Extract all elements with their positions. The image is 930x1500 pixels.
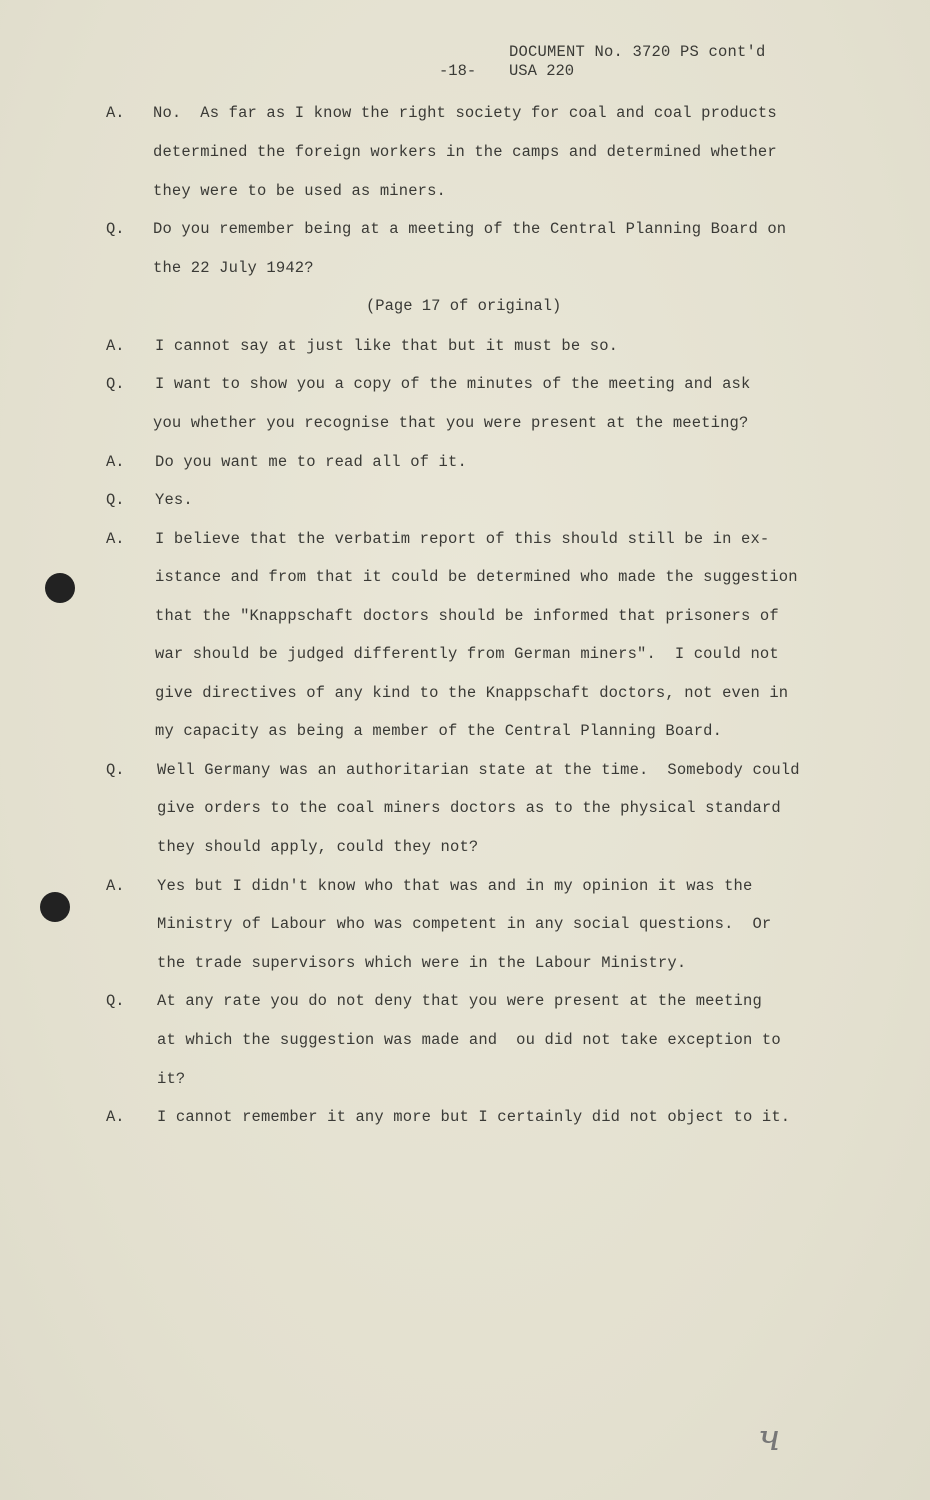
transcript-line: at which the suggestion was made and ou did not take exception to — [157, 1031, 781, 1049]
transcript-line: At any rate you do not deny that you were present at the meeting — [157, 992, 762, 1010]
speaker-marker: A. — [106, 104, 125, 122]
transcript-line: my capacity as being a member of the Central Planning Board. — [155, 722, 723, 740]
punch-hole-bottom — [40, 892, 70, 922]
speaker-marker: Q. — [106, 220, 125, 238]
transcript-line: Yes. — [155, 491, 193, 509]
transcript-line: Well Germany was an authoritarian state at the time. Somebody could — [157, 761, 800, 779]
transcript-line: give orders to the coal miners doctors as to the physical standard — [157, 799, 781, 817]
transcript-line: I believe that the verbatim report of this should still be in ex- — [155, 530, 770, 548]
transcript-line: Do you remember being at a meeting of the Central Planning Board on — [153, 220, 787, 238]
page-note: (Page 17 of original) — [366, 297, 562, 315]
transcript-line: they were to be used as miners. — [153, 182, 446, 200]
transcript-line: the trade supervisors which were in the Labour Ministry. — [157, 954, 687, 972]
transcript-line: Do you want me to read all of it. — [155, 453, 467, 471]
transcript-line: determined the foreign workers in the camps and determined whether — [153, 143, 777, 161]
transcript-line: you whether you recognise that you were present at the meeting? — [153, 414, 749, 432]
transcript-line: I want to show you a copy of the minutes of the meeting and ask — [155, 375, 751, 393]
page-header — [0, 0, 930, 90]
transcript-line: that the "Knappschaft doctors should be informed that prisoners of — [155, 607, 779, 625]
speaker-marker: Q. — [106, 491, 125, 509]
transcript-line: war should be judged differently from German miners". I could not — [155, 645, 779, 663]
speaker-marker: A. — [106, 877, 125, 895]
speaker-marker: A. — [106, 530, 125, 548]
transcript-line: they should apply, could they not? — [157, 838, 479, 856]
transcript-line: I cannot say at just like that but it must be so. — [155, 337, 619, 355]
page-number: -18- — [439, 62, 477, 80]
transcript-line: give directives of any kind to the Knappschaft doctors, not even in — [155, 684, 789, 702]
transcript-line: istance and from that it could be determined who made the suggestion — [155, 568, 798, 586]
punch-hole-top — [45, 573, 75, 603]
transcript-line: Ministry of Labour who was competent in any social questions. Or — [157, 915, 772, 933]
document-number: DOCUMENT No. 3720 PS cont'd — [509, 43, 766, 61]
speaker-marker: A. — [106, 453, 125, 471]
speaker-marker: Q. — [106, 375, 125, 393]
speaker-marker: Q. — [106, 992, 125, 1010]
handwritten-mark: ч — [758, 1418, 781, 1459]
transcript-line: I cannot remember it any more but I certainly did not object to it. — [157, 1108, 791, 1126]
speaker-marker: A. — [106, 1108, 125, 1126]
speaker-marker: A. — [106, 337, 125, 355]
transcript-line: No. As far as I know the right society for coal and coal products — [153, 104, 777, 122]
speaker-marker: Q. — [106, 761, 125, 779]
exhibit-number: USA 220 — [509, 62, 575, 80]
transcript-line: Yes but I didn't know who that was and in my opinion it was the — [157, 877, 753, 895]
transcript-line: the 22 July 1942? — [153, 259, 314, 277]
transcript-line: it? — [157, 1070, 186, 1088]
